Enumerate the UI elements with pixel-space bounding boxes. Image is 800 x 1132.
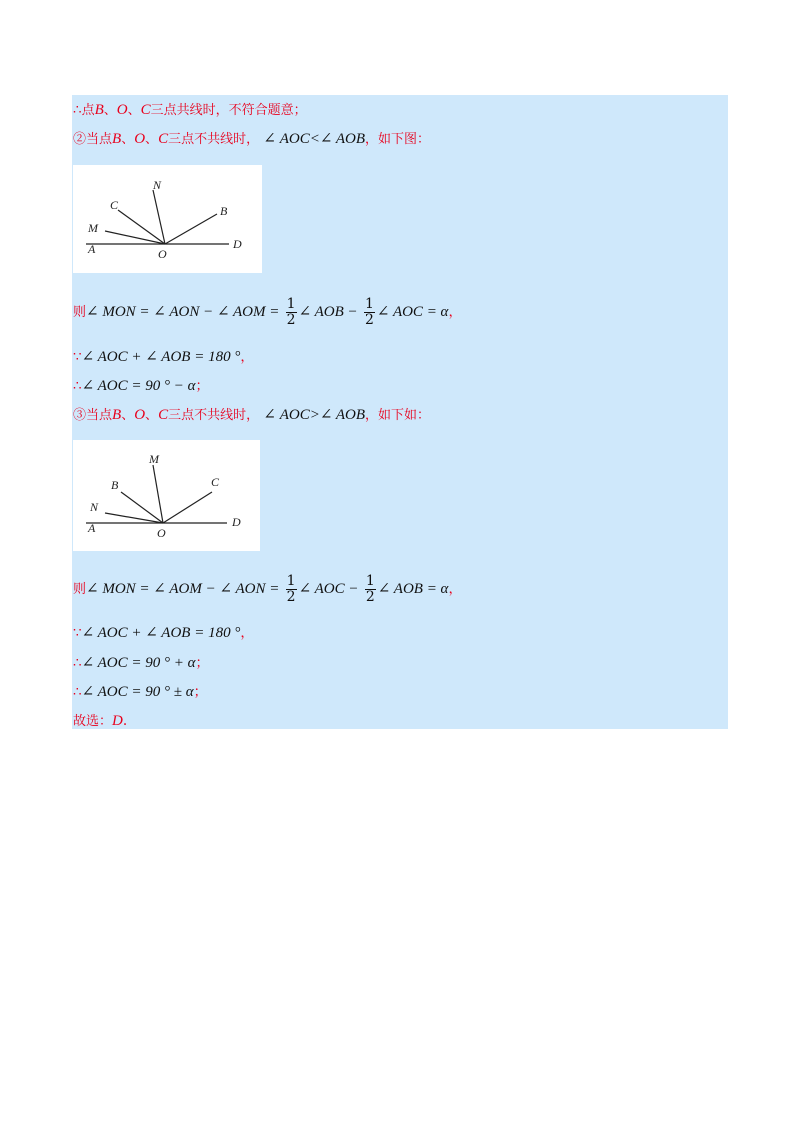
equation-mon-case-3: 则∠ MON = ∠ AOM − ∠ AON = $\frac{1}{2}$ ∠ AOC − $\frac{1}{2}$ ∠ AOB = α， xyxy=(73,573,462,605)
because-symbol: ∵ xyxy=(73,625,82,641)
equation-sum-180: ∵∠ AOC + ∠ AOB = 180 °， xyxy=(73,625,254,641)
equation-aoc-plus: ∴∠ AOC = 90 ° + α； xyxy=(73,655,210,671)
label-O: O xyxy=(157,526,166,540)
ray-OM xyxy=(153,465,163,523)
angle-figure-2 xyxy=(73,440,260,551)
label-D: D xyxy=(232,515,241,529)
answer-line: 故选：D. xyxy=(73,713,128,729)
fraction-half: $\frac{1}{2}$ xyxy=(365,573,375,605)
label-N: N xyxy=(153,178,162,192)
because-symbol: ∵ xyxy=(73,349,82,365)
therefore-symbol: ∴ xyxy=(73,684,82,700)
line-case-3: ③当点B、O、C三点不共线时， ∠ AOC>∠ AOB，如下如： xyxy=(73,407,431,423)
label-A: A xyxy=(88,242,96,256)
label-D: D xyxy=(233,237,242,251)
label-C: C xyxy=(110,198,119,212)
therefore-symbol: ∴ xyxy=(73,102,82,118)
fraction-half: $\frac{1}{2}$ xyxy=(286,573,296,605)
line-collinear-case: ∴点B、O、C三点共线时，不符合题意； xyxy=(73,102,307,118)
fraction-half: $\frac{1}{2}$ xyxy=(364,296,374,328)
ray-OB xyxy=(165,214,217,244)
label-A: A xyxy=(88,521,96,535)
fraction-half: $\frac{1}{2}$ xyxy=(286,296,296,328)
therefore-symbol: ∴ xyxy=(73,655,82,671)
label-M: M xyxy=(88,221,98,235)
label-B: B xyxy=(220,204,228,218)
equation-sum-180: ∵∠ AOC + ∠ AOB = 180 °， xyxy=(73,349,254,365)
label-M: M xyxy=(149,452,159,466)
ray-OC xyxy=(163,492,212,523)
therefore-symbol: ∴ xyxy=(73,378,82,394)
answer-choice: D xyxy=(112,713,123,729)
ray-ON xyxy=(105,513,163,523)
equation-aoc-minus: ∴∠ AOC = 90 ° − α； xyxy=(73,378,210,394)
angle-figure-1 xyxy=(73,165,262,273)
angle-comparison: ∠ AOC<∠ AOB xyxy=(263,131,366,147)
equation-mon-case-2: 则∠ MON = ∠ AON − ∠ AOM = $\frac{1}{2}$ ∠ AOB − $\frac{1}{2}$ ∠ AOC = α， xyxy=(73,296,462,328)
ray-OB xyxy=(121,492,163,523)
label-O: O xyxy=(158,247,167,261)
label-B: B xyxy=(111,478,119,492)
equation-aoc-plusminus: ∴∠ AOC = 90 ° ± α； xyxy=(73,684,208,700)
label-N: N xyxy=(90,500,99,514)
angle-comparison: ∠ AOC>∠ AOB xyxy=(263,407,366,423)
line-case-2: ②当点B、O、C三点不共线时， ∠ AOC<∠ AOB，如下图： xyxy=(73,131,431,147)
label-C: C xyxy=(211,475,220,489)
